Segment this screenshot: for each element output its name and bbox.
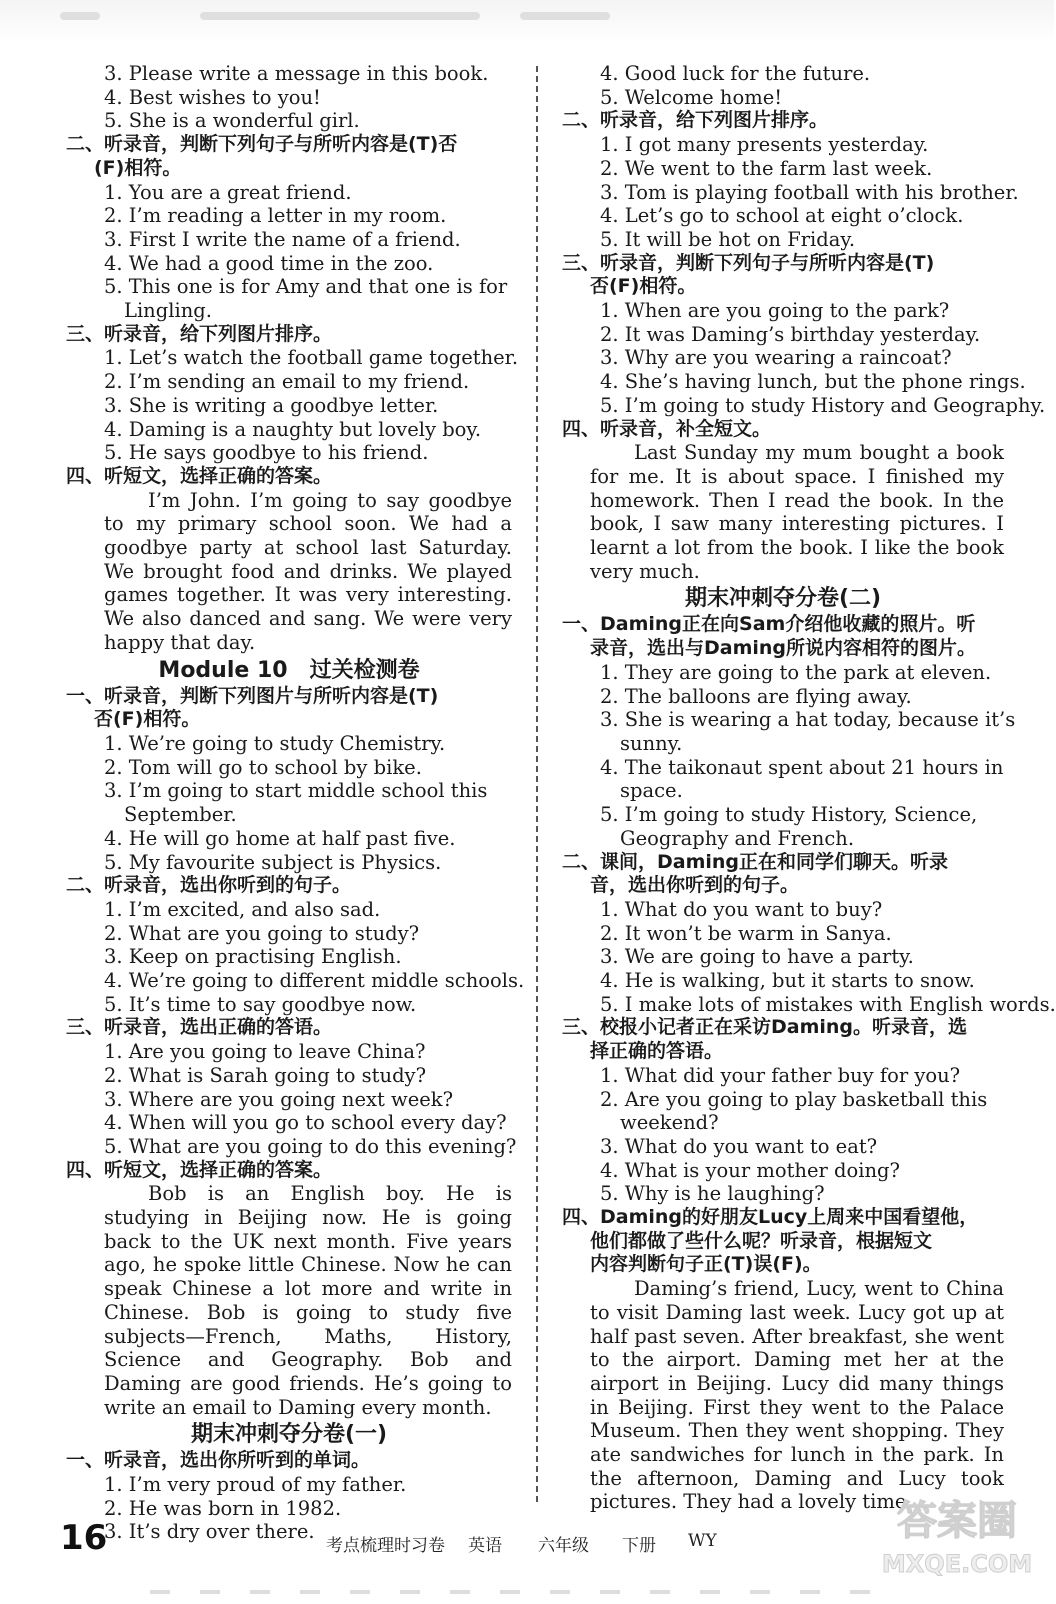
- scan-artifact: [200, 12, 480, 20]
- section-heading: 二、听录音，选出你听到的句子。: [66, 874, 352, 897]
- list-item: 5. He says goodbye to his friend.: [104, 441, 429, 465]
- right-column: [562, 62, 1056, 1514]
- list-item: 1. Let’s watch the football game together.: [104, 346, 519, 370]
- section-heading: 四、听短文，选择正确的答案。: [66, 464, 333, 487]
- list-item: 3. I’m going to start middle school this: [104, 779, 488, 803]
- section-heading-cont: 录音，选出与Daming所说内容相符的图片。: [590, 637, 977, 660]
- section-heading-cont: 音，选出你听到的句子。: [590, 874, 800, 897]
- edition-label: WY: [688, 1531, 717, 1551]
- list-item: 1. They are going to the park at eleven.: [600, 660, 992, 684]
- passage: Last Sunday my mum bought a book for me. It is about space. I finished my homework. Then I read the book. In the book, I saw many interesting pictures. I learnt a lot from the book. I like the book very much.: [590, 441, 1004, 583]
- list-item-cont: September.: [124, 803, 237, 827]
- section-heading: 四、Daming的好朋友Lucy上周来中国看望他，: [562, 1206, 979, 1229]
- list-item: 3. First I write the name of a friend.: [104, 227, 461, 251]
- book-title: 考点梳理时习卷: [326, 1536, 445, 1556]
- list-item: 1. When are you going to the park?: [600, 299, 950, 323]
- list-item: 4. He will go home at half past five.: [104, 826, 456, 850]
- section-heading: 三、听录音，选出正确的答语。: [66, 1016, 333, 1039]
- top-scan-band: [0, 0, 1054, 42]
- passage: Bob is an English boy. He is studying in Beijing now. He is going back to the UK next month. Five years ago, he spoke little Chinese. Now he can speak Chinese a lot more and write in Chinese. Bob is going to study five subjects—French, Maths, History, Science and Geography. Bob and Daming are good friends. He’s going to write an email to Daming every month.: [104, 1182, 512, 1419]
- section-heading-cont: (F)相符。: [94, 156, 182, 179]
- list-item: 4. The taikonaut spent about 21 hours in: [600, 755, 1004, 779]
- list-item: 4. We’re going to different middle schools.: [104, 969, 525, 993]
- list-item: 3. We are going to have a party.: [600, 945, 914, 969]
- list-item: 4. Best wishes to you!: [104, 85, 321, 109]
- section-heading: 二、听录音，判断下列句子与所听内容是(T)否: [66, 133, 458, 156]
- list-item: 5. It’s time to say goodbye now.: [104, 992, 417, 1016]
- list-item: 2. I’m reading a letter in my room.: [104, 204, 447, 228]
- list-item: 4. He is walking, but it starts to snow.: [600, 969, 975, 993]
- list-item: 5. It will be hot on Friday.: [600, 227, 856, 251]
- list-item: 4. Let’s go to school at eight o’clock.: [600, 204, 964, 228]
- list-item: 1. I’m very proud of my father.: [104, 1473, 407, 1497]
- left-column: [66, 62, 525, 1544]
- list-item: 5. I make lots of mistakes with English words.: [600, 992, 1056, 1016]
- list-item: 5. I’m going to study History, Science,: [600, 803, 978, 827]
- volume-label: 下册: [622, 1536, 656, 1556]
- passage: Daming’s friend, Lucy, went to China to visit Daming last week. Lucy got up at half past seven. After breakfast, she went to the airport. Daming met her at the airport in Beijing. Lucy did many things in Beijing. First they went to the Palace Museum. Then they went shopping. They ate sandwiches for lunch in the park. In the afternoon, Daming and Lucy took pictures. They had a lovely time.: [590, 1277, 1004, 1514]
- list-item: 1. I got many presents yesterday.: [600, 133, 929, 157]
- section-heading: 三、听录音，判断下列句子与所听内容是(T): [562, 251, 935, 274]
- list-item: 4. What is your mother doing?: [600, 1158, 900, 1182]
- list-item: 1. What did your father buy for you?: [600, 1063, 961, 1087]
- list-item-cont: weekend?: [620, 1111, 719, 1135]
- list-item: 2. We went to the farm last week.: [600, 156, 933, 180]
- list-item: 3. Tom is playing football with his brother.: [600, 180, 1019, 204]
- list-item: 3. Please write a message in this book.: [104, 62, 489, 85]
- passage: I’m John. I’m going to say goodbye to my primary school soon. We had a goodbye party at school last Saturday. We brought food and drinks. We played games together. It was very interesting. We also danced and sang. We were very happy that day.: [104, 488, 512, 654]
- section-heading: 一、听录音，判断下列图片与所听内容是(T): [66, 684, 439, 707]
- list-item: 4. Good luck for the future.: [600, 62, 871, 85]
- list-item: 5. I’m going to study History and Geography.: [600, 393, 1046, 417]
- grade-label: 六年级: [538, 1536, 589, 1556]
- list-item: 3. She is writing a goodbye letter.: [104, 393, 439, 417]
- list-item: 5. My favourite subject is Physics.: [104, 850, 442, 874]
- list-item: 3. Where are you going next week?: [104, 1087, 454, 1111]
- section-heading-cont: 择正确的答语。: [590, 1040, 724, 1063]
- subject-label: 英语: [468, 1536, 502, 1556]
- section-heading: 三、听录音，给下列图片排序。: [66, 322, 333, 345]
- section-heading-cont: 内容判断句子正(T)误(F)。: [590, 1253, 822, 1276]
- scan-artifact: [60, 12, 100, 20]
- watermark-top-text: 答案圈: [897, 1498, 1017, 1544]
- list-item: 1. I’m excited, and also sad.: [104, 897, 381, 921]
- list-item: 3. Why are you wearing a raincoat?: [600, 346, 952, 370]
- list-item: 2. It won’t be warm in Sanya.: [600, 921, 892, 945]
- list-item: 5. She is a wonderful girl.: [104, 109, 360, 133]
- watermark-logo: [882, 1486, 1032, 1586]
- list-item: 2. Tom will go to school by bike.: [104, 755, 422, 779]
- list-item: 5. What are you going to do this evening?: [104, 1134, 517, 1158]
- watermark-bottom-text: MXQE.COM: [881, 1550, 1033, 1578]
- list-item: 5. This one is for Amy and that one is for: [104, 275, 508, 299]
- list-item: 2. What are you going to study?: [104, 921, 420, 945]
- list-item: 1. You are a great friend.: [104, 180, 352, 204]
- list-item-cont: Geography and French.: [620, 826, 855, 850]
- section-heading: 二、听录音，给下列图片排序。: [562, 109, 829, 132]
- section-heading-cont: 否(F)相符。: [94, 708, 201, 731]
- list-item: 4. Daming is a naughty but lovely boy.: [104, 417, 482, 441]
- list-item: 5. Why is he laughing?: [600, 1182, 825, 1206]
- section-heading: 一、听录音，选出你所听到的单词。: [66, 1449, 371, 1472]
- list-item: 2. He was born in 1982.: [104, 1496, 342, 1520]
- exam-title: 期末冲刺夺分卷(一): [190, 1422, 388, 1448]
- list-item-cont: space.: [620, 779, 683, 803]
- page-number: 16: [60, 1518, 108, 1558]
- section-heading: 三、校报小记者正在采访Daming。听录音，选: [562, 1016, 968, 1039]
- module-title: Module 10 过关检测卷: [158, 657, 420, 683]
- list-item: 3. It’s dry over there.: [104, 1520, 315, 1544]
- list-item-cont: sunny.: [620, 731, 683, 755]
- list-item: 1. What do you want to buy?: [600, 897, 883, 921]
- bottom-scan-band: [0, 1580, 1054, 1600]
- list-item: 2. The balloons are flying away.: [600, 684, 912, 708]
- scan-artifact: [520, 12, 610, 20]
- list-item: 2. It was Daming’s birthday yesterday.: [600, 322, 981, 346]
- list-item: 3. What do you want to eat?: [600, 1134, 878, 1158]
- section-heading: 四、听录音，补全短文。: [562, 417, 772, 440]
- section-heading: 四、听短文，选择正确的答案。: [66, 1158, 333, 1181]
- list-item: 4. We had a good time in the zoo.: [104, 251, 434, 275]
- list-item-cont: Lingling.: [124, 299, 212, 323]
- exam-title: 期末冲刺夺分卷(二): [684, 586, 882, 612]
- list-item: 4. She’s having lunch, but the phone rings.: [600, 370, 1026, 394]
- list-item: 1. Are you going to leave China?: [104, 1040, 426, 1064]
- list-item: 3. She is wearing a hat today, because it’s: [600, 708, 1016, 732]
- section-heading: 二、课间，Daming正在和同学们聊天。听录: [562, 850, 949, 873]
- list-item: 1. We’re going to study Chemistry.: [104, 731, 446, 755]
- list-item: 2. I’m sending an email to my friend.: [104, 370, 470, 394]
- list-item: 2. Are you going to play basketball this: [600, 1087, 988, 1111]
- section-heading: 一、Daming正在向Sam介绍他收藏的照片。听: [562, 613, 976, 636]
- section-heading-cont: 否(F)相符。: [590, 275, 697, 298]
- list-item: 2. What is Sarah going to study?: [104, 1063, 427, 1087]
- list-item: 4. When will you go to school every day?: [104, 1111, 507, 1135]
- list-item: 3. Keep on practising English.: [104, 945, 402, 969]
- watermark-icon: [882, 1486, 1032, 1586]
- column-divider: [536, 66, 538, 1502]
- scan-artifact-icon: [0, 1580, 1054, 1600]
- list-item: 5. Welcome home!: [600, 85, 783, 109]
- section-heading-cont: 他们都做了些什么呢？听录音，根据短文: [590, 1229, 933, 1252]
